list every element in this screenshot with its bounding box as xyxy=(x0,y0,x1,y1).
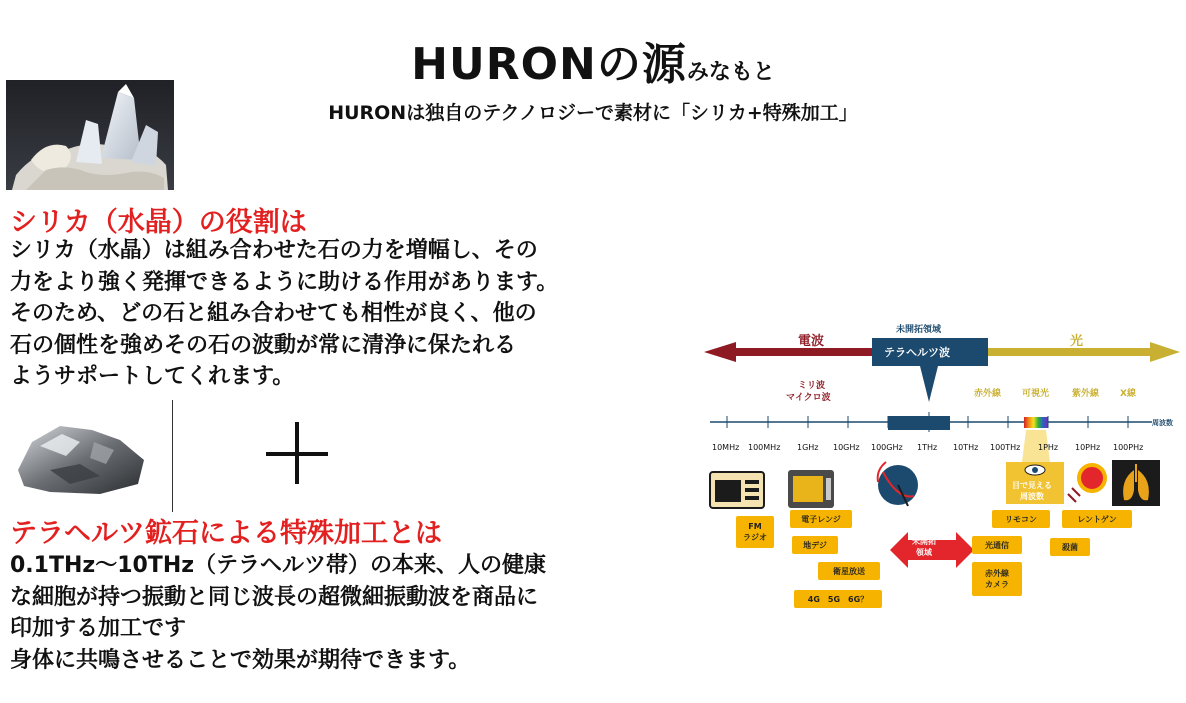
page-title-ruby: みなもと xyxy=(686,60,775,85)
satellite-broadcast-box: 衛星放送 xyxy=(818,562,880,580)
microwave-icon xyxy=(788,470,834,508)
unexplored-box-line-1: 未開拓 xyxy=(912,537,936,546)
terahertz-line: 身体に共鳴させることで効果が期待できます。 xyxy=(10,647,471,673)
mobile-network-box: 4G 5G 6G？ xyxy=(794,590,882,608)
silica-heading: シリカ（水晶）の役割は xyxy=(10,207,307,238)
silica-line: 石の個性を強めその石の波動が常に清浄に保たれる xyxy=(10,332,517,358)
tick-label: 100PHz xyxy=(1113,443,1144,452)
silica-description xyxy=(10,235,558,393)
visible-light-label: 可視光 xyxy=(1022,389,1050,399)
radio-label: ラジオ xyxy=(743,533,767,542)
terahertz-line: な細胞が持つ振動と同じ波長の超微細振動波を商品に xyxy=(10,584,539,610)
remote-control-box: リモコン xyxy=(992,510,1050,528)
page-title xyxy=(0,28,1186,92)
radio-wave-arrow xyxy=(704,342,890,362)
infrared-label: 赤外線 xyxy=(974,389,1002,399)
xray-label: X線 xyxy=(1120,389,1136,399)
light-label: 光 xyxy=(1070,334,1084,349)
tick-label: 10THz xyxy=(953,443,979,452)
tick-label: 10MHz xyxy=(712,443,740,452)
optical-communication-box: 光通信 xyxy=(972,536,1022,554)
digital-tv-box: 地デジ xyxy=(792,536,838,554)
tick-label: 10PHz xyxy=(1075,443,1101,452)
unexplored-box-line-2: 領域 xyxy=(916,548,932,557)
radio-icon xyxy=(710,472,764,508)
microwave-oven-box: 電子レンジ xyxy=(790,510,852,528)
silica-line: シリカ（水晶）は組み合わせた石の力を増幅し、その xyxy=(10,238,538,263)
quartz-crystal-image xyxy=(6,80,174,190)
sterilization-box: 殺菌 xyxy=(1050,538,1090,556)
terahertz-band xyxy=(888,416,950,430)
terahertz-heading: テラヘルツ鉱石による特殊加工とは xyxy=(10,518,442,549)
terahertz-ore-image xyxy=(10,412,150,500)
plus-icon xyxy=(266,422,328,484)
ultraviolet-label: 紫外線 xyxy=(1072,389,1100,399)
xray-lungs-icon xyxy=(1112,460,1160,506)
tick-label: 1GHz xyxy=(797,443,819,452)
terahertz-line: 0.1THz〜10THz（テラヘルツ帯）の本来、人の健康 xyxy=(10,553,547,578)
divider-line xyxy=(172,400,173,512)
silica-line: ようサポートしてくれます。 xyxy=(10,364,295,389)
fm-label: FM xyxy=(748,522,762,531)
unexplored-region-label: 未開拓領域 xyxy=(896,325,942,335)
eye-frequency-label: 周波数 xyxy=(1020,492,1044,501)
silica-line: 力をより強く発揮できるように助ける作用があります。 xyxy=(10,269,559,295)
terahertz-description xyxy=(10,550,546,676)
sun-icon xyxy=(1068,465,1105,502)
spectrum-diagram xyxy=(700,310,1186,620)
xray-photo-box: レントゲン xyxy=(1062,510,1132,528)
tick-label: 100GHz xyxy=(871,443,903,452)
page-title-main: HURONの源 xyxy=(411,39,687,90)
fm-radio-box xyxy=(736,516,774,548)
tick-label: 10GHz xyxy=(833,443,860,452)
terahertz-wave-label: テラヘルツ波 xyxy=(884,346,950,359)
infrared-camera-line-1: 赤外線 xyxy=(985,569,1009,578)
frequency-axis-label: 周波数 xyxy=(1152,419,1173,427)
eye-visible-label: 目で見える xyxy=(1012,481,1052,490)
infrared-camera-box xyxy=(972,562,1022,596)
tick-label: 100THz xyxy=(990,443,1021,452)
microwave-label: マイクロ波 xyxy=(786,393,831,403)
satellite-dish-icon xyxy=(878,462,918,506)
tick-label: 1THz xyxy=(917,443,938,452)
visible-band xyxy=(1024,417,1048,428)
page-subtitle: HURONは独自のテクノロジーで素材に「シリカ+特殊加工」 xyxy=(328,102,858,124)
radio-wave-label: 電波 xyxy=(798,334,825,349)
tick-label: 100MHz xyxy=(748,443,781,452)
infrared-camera-line-2: カメラ xyxy=(985,580,1009,589)
tick-label: 1PHz xyxy=(1038,443,1059,452)
millimeter-wave-label: ミリ波 xyxy=(798,381,826,391)
silica-line: そのため、どの石と組み合わせても相性が良く、他の xyxy=(10,301,537,326)
terahertz-line: 印加する加工です xyxy=(10,616,187,641)
